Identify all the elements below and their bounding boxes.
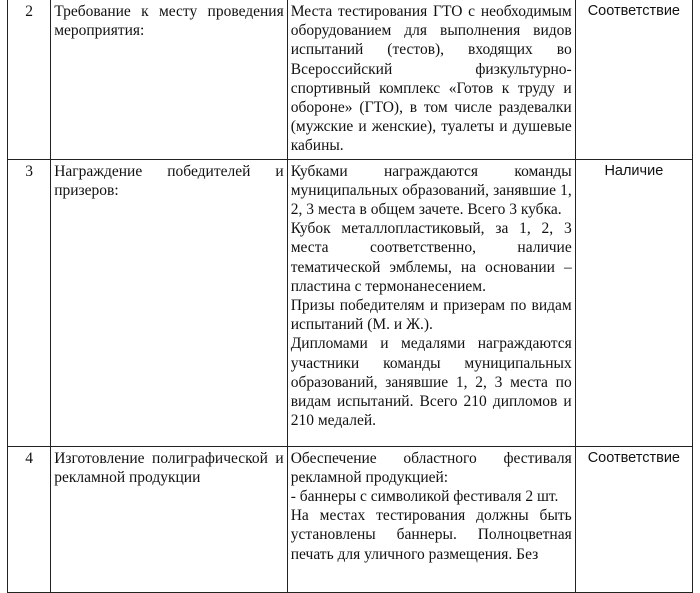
table-row bbox=[8, 159, 693, 446]
table-row bbox=[8, 0, 693, 159]
description-paragraph: Дипломами и медалями награждаются участники команды муниципальных образований, занявшие 1, 2, 3 места по видам испытаний. Всего 210 дипломов и 210 медалей. bbox=[290, 335, 572, 430]
description-paragraph: Кубками награждаются команды муниципальных образований, занявшие 1, 2, 3 места в общем зачете. Всего 3 кубка. bbox=[290, 162, 572, 219]
description-paragraph: На местах тестирования должны быть установлены баннеры. Полноцветная печать для уличного размещения. Без bbox=[290, 507, 572, 563]
requirements-table bbox=[7, 0, 693, 593]
compliance-status: Наличие bbox=[575, 159, 692, 446]
requirement-description bbox=[287, 446, 575, 592]
table-row bbox=[8, 446, 693, 592]
description-paragraph: - баннеры с символикой фестиваля 2 шт. bbox=[290, 488, 559, 506]
requirement-description bbox=[287, 0, 575, 159]
requirement-name: Изготовление полиграфической и рекламной продукции bbox=[51, 446, 288, 592]
description-paragraph: Обеспечение областного фестиваля рекламной продукцией: bbox=[290, 449, 572, 486]
row-number: 4 bbox=[8, 446, 51, 592]
row-number: 3 bbox=[8, 159, 51, 446]
description-paragraph: Места тестирования ГТО с необходимым оборудованием для выполнения видов испытаний (тестов), входящих во Всероссийский физкультурно-спортивный комплекс «Готов к труду и обороне» (ГТО), в том числе раздевалки (мужские и женские), туалеты и душевые кабины. bbox=[290, 3, 572, 155]
compliance-status: Соответствие bbox=[575, 446, 692, 592]
compliance-status: Соответствие bbox=[575, 0, 692, 159]
requirement-name: Требование к месту проведения мероприятия: bbox=[51, 0, 288, 159]
requirement-name: Награждение победителей и призеров: bbox=[51, 159, 288, 446]
description-paragraph: Призы победителям и призерам по видам испытаний (М. и Ж.). bbox=[290, 297, 572, 334]
requirement-description bbox=[287, 159, 575, 446]
row-number: 2 bbox=[8, 0, 51, 159]
description-paragraph: Кубок металлопластиковый, за 1, 2, 3 места соответственно, наличие тематической эмблемы, на основании – пластина с термонанесением. bbox=[290, 220, 572, 295]
